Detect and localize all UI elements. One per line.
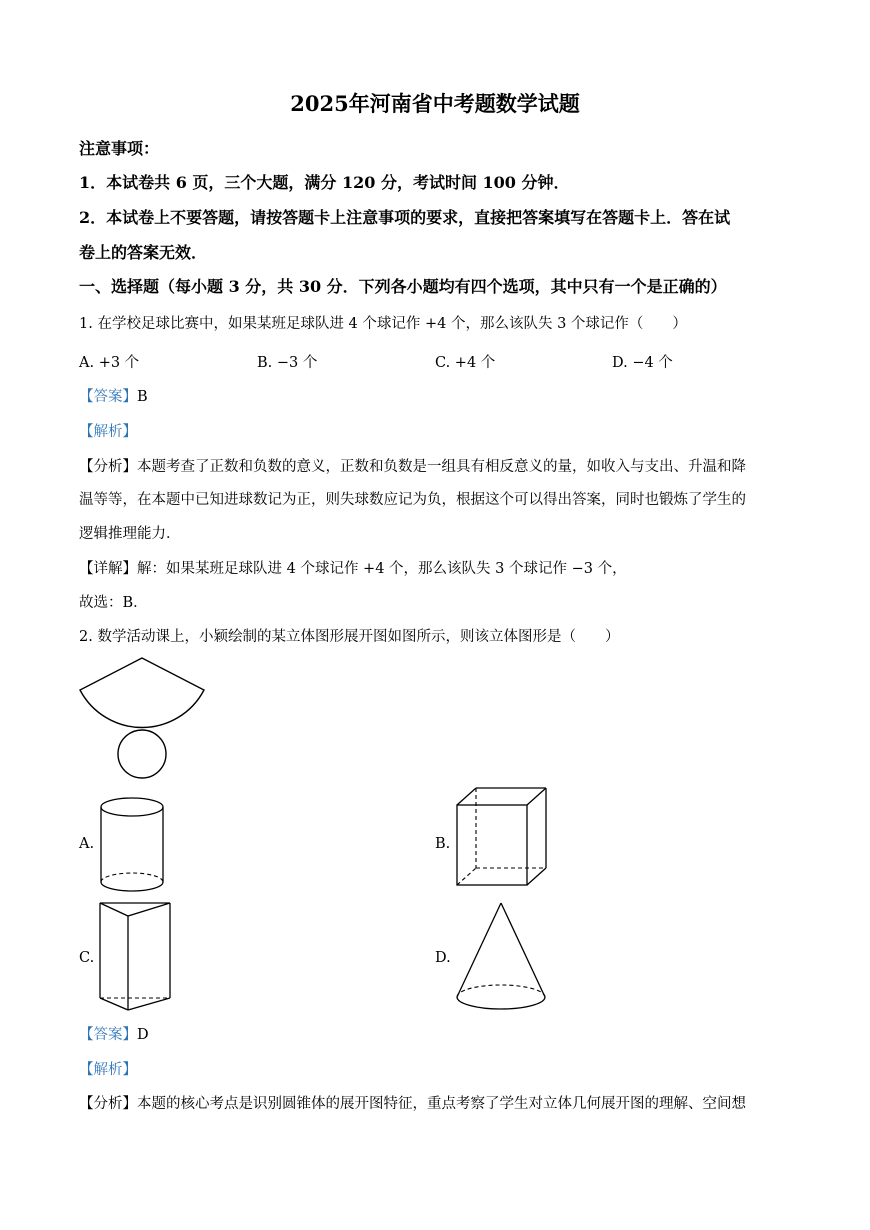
notes-item-2-line-2: 卷上的答案无效．: [79, 243, 208, 262]
q2-answer: [79, 1023, 149, 1044]
q1-fenxi-line-3: 逻辑推理能力．: [79, 526, 181, 542]
q2-option-c-prism: [98, 900, 173, 1010]
q2-analysis-tag: 【解析】: [79, 1062, 137, 1078]
q2-option-b-cube: [452, 785, 552, 890]
q1-fenxi-text-1: 本题考查了正数和负数的意义，正数和负数是一组具有相反意义的量，如收入与支出、升温和降: [137, 459, 746, 475]
fenxi-tag: 【分析】: [79, 1096, 137, 1112]
q1-stem: 1. 在学校足球比赛中，如果某班足球队进 4 个球记作 +4 个，那么该队失 3 个球记作（ ）: [79, 316, 687, 332]
q2-option-c-label: C.: [79, 950, 95, 966]
q1-option-c: C. +4 个: [435, 355, 496, 371]
q2-option-d-cone: [452, 900, 552, 1015]
section-1-heading: 一、选择题（每小题 3 分，共 30 分．下列各小题均有四个选项，其中只有一个是正确的）: [79, 277, 727, 296]
notes-item-1: 1．本试卷共 6 页，三个大题，满分 120 分，考试时间 100 分钟．: [79, 173, 570, 192]
q1-detail-text: 解：如果某班足球队进 4 个球记作 +4 个，那么该队失 3 个球记作 −3 个，: [137, 561, 627, 577]
q2-fenxi-text-1: 本题的核心考点是识别圆锥体的展开图特征，重点考察了学生对立体几何展开图的理解、空间想: [137, 1096, 746, 1112]
page-title: 2025年河南省中考题数学试题: [290, 91, 580, 116]
q2-option-a-label: A.: [79, 836, 95, 852]
answer-tag: 【答案】: [79, 389, 137, 405]
q1-analysis-tag: 【解析】: [79, 424, 137, 440]
q1-fenxi-line-2: 温等等，在本题中已知进球数记为正，则失球数应记为负，根据这个可以得出答案，同时也锻炼了学生的: [79, 492, 746, 508]
q1-choose: 故选：B．: [79, 595, 148, 611]
q2-stem: 2. 数学活动课上，小颖绘制的某立体图形展开图如图所示，则该立体图形是（ ）: [79, 629, 620, 645]
q1-option-a: A. +3 个: [79, 355, 140, 371]
q2-option-a-cylinder: [98, 795, 168, 900]
q2-net-figure: [70, 650, 210, 780]
notes-heading: 注意事项：: [79, 139, 160, 158]
q2-fenxi-line-1: [79, 1092, 746, 1113]
q1-detail: [79, 557, 627, 578]
q1-option-b: B. −3 个: [257, 355, 318, 371]
answer-tag: 【答案】: [79, 1027, 137, 1043]
notes-item-2-line-1: 2．本试卷上不要答题，请按答题卡上注意事项的要求，直接把答案填写在答题卡上．答在试: [79, 208, 731, 227]
q1-answer: [79, 385, 148, 406]
q2-option-d-label: D.: [435, 950, 451, 966]
q1-option-d: D. −4 个: [612, 355, 673, 371]
q1-fenxi-line-1: [79, 455, 746, 476]
q1-answer-value: B: [137, 389, 148, 405]
q2-option-b-label: B.: [435, 836, 451, 852]
fenxi-tag: 【分析】: [79, 459, 137, 475]
detail-tag: 【详解】: [79, 561, 137, 577]
q2-answer-value: D: [137, 1027, 149, 1043]
